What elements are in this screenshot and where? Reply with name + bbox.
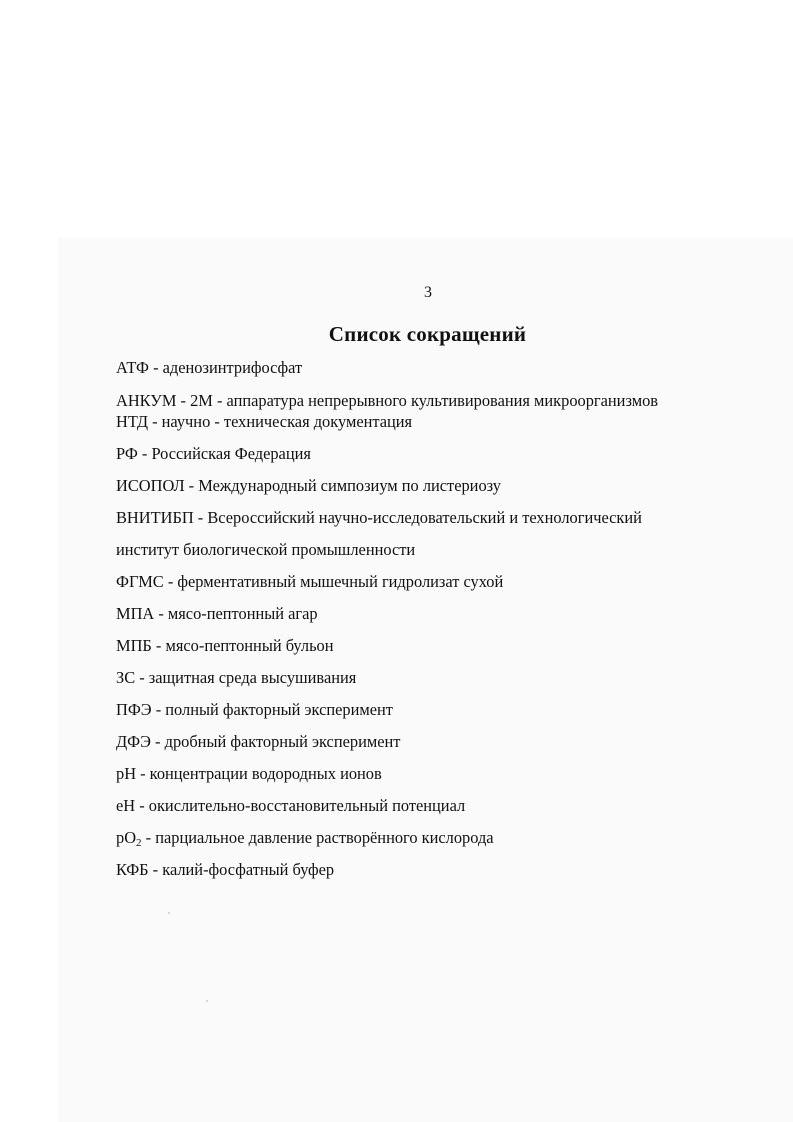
- abbreviation-entry: [116, 828, 494, 853]
- abbreviation-entry: НТД - научно - техническая документация: [116, 412, 413, 431]
- abbreviation-entry: МПА - мясо-пептонный агар: [116, 604, 318, 623]
- abbreviation-entry: ПФЭ - полный факторный эксперимент: [116, 700, 393, 719]
- abbreviation-subscript: 2: [136, 837, 142, 849]
- abbreviation-entry: КФБ - калий-фосфатный буфер: [116, 860, 335, 879]
- page-number: 3: [424, 284, 432, 301]
- abbreviation-entry-continuation: институт биологической промышленности: [116, 540, 416, 559]
- abbreviation-entry: ВНИТИБП - Всероссийский научно-исследовательский и технологический: [116, 508, 642, 527]
- abbreviation-definition: - парциальное давление растворённого кислорода: [141, 828, 494, 847]
- abbreviation-entry: ИСОПОЛ - Международный симпозиум по листериозу: [116, 476, 501, 495]
- abbreviation-entry: ДФЭ - дробный факторный эксперимент: [116, 732, 401, 751]
- abbreviation-entry: ФГМС - ферментативный мышечный гидролизат сухой: [116, 572, 504, 591]
- abbreviation-entry: МПБ - мясо-пептонный бульон: [116, 636, 334, 655]
- abbreviation-base: рО: [116, 828, 137, 847]
- page-title: Список сокращений: [328, 322, 527, 346]
- abbreviation-entry: ЗС - защитная среда высушивания: [116, 668, 357, 687]
- abbreviation-entry: АТФ - аденозинтрифосфат: [116, 358, 303, 377]
- scan-speck: [168, 912, 170, 914]
- scan-speck: [206, 1000, 208, 1002]
- abbreviation-entry: РФ - Российская Федерация: [116, 444, 311, 463]
- abbreviation-entry: рН - концентрации водородных ионов: [116, 764, 382, 783]
- abbreviation-entry: еН - окислительно-восстановительный потенциал: [116, 796, 466, 815]
- abbreviation-entry: АНКУМ - 2М - аппаратура непрерывного культивирования микроорганизмов: [116, 391, 659, 410]
